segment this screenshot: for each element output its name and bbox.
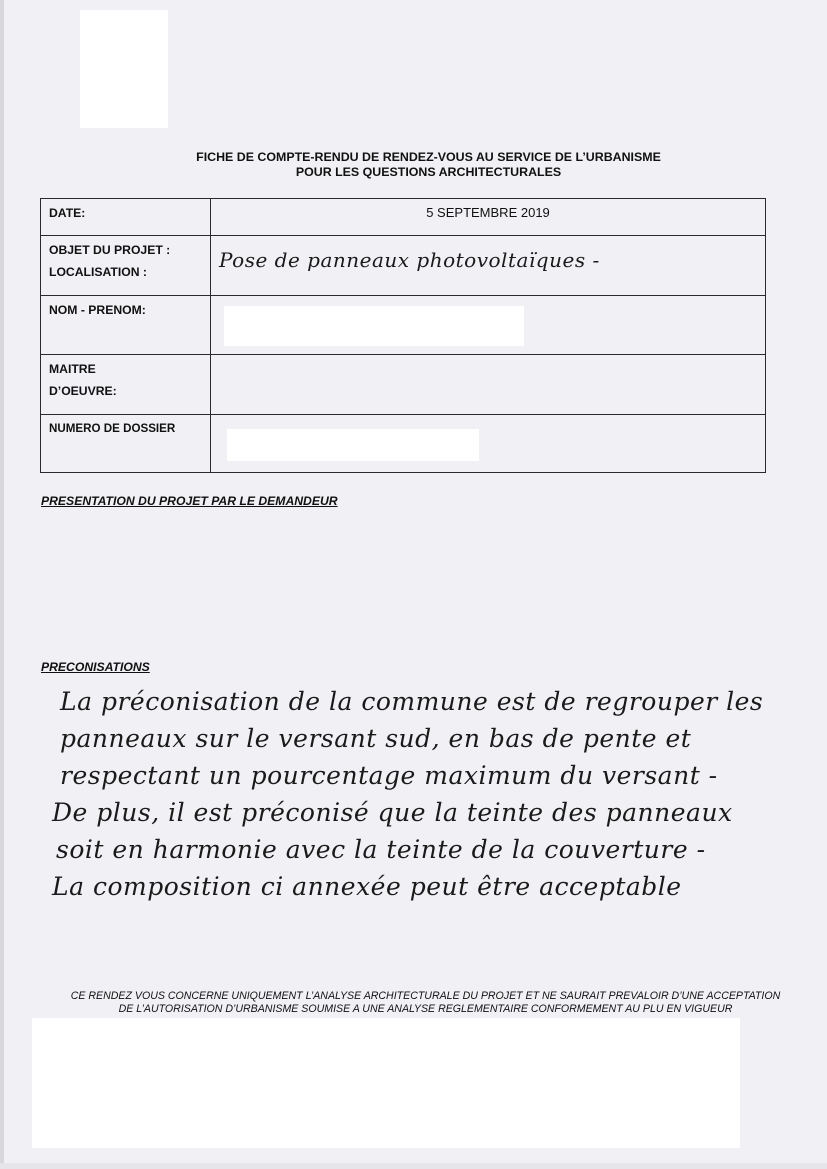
preconisations-handwritten xyxy=(52,683,780,905)
document-title xyxy=(0,150,827,180)
maitre-field xyxy=(211,355,766,415)
row-dossier xyxy=(41,415,766,473)
date-label: DATE: xyxy=(41,199,211,236)
preconisation-line: La composition ci annexée peut être acceptable xyxy=(52,872,682,901)
disclaimer-line-2: DE L’AUTORISATION D’URBANISME SOUMISE A UNE ANALYSE REGLEMENTAIRE CONFORMEMENT AU PLU EN VIGUEUR xyxy=(118,1003,733,1015)
preconisation-line: La préconisation de la commune est de regrouper les xyxy=(60,687,764,716)
redacted-dossier xyxy=(227,429,479,461)
appointment-form-table xyxy=(40,198,766,473)
row-objet xyxy=(41,236,766,296)
redacted-name xyxy=(224,306,524,346)
title-line-1: FICHE DE COMPTE-RENDU DE RENDEZ-VOUS AU SERVICE DE L’URBANISME xyxy=(196,150,661,164)
dossier-label: NUMERO DE DOSSIER xyxy=(41,415,211,473)
row-date xyxy=(41,199,766,236)
objet-label: OBJET DU PROJET : xyxy=(49,243,171,257)
preconisation-line: panneaux sur le versant sud, en bas de pente et xyxy=(60,724,692,753)
date-value: 5 SEPTEMBRE 2019 xyxy=(426,205,550,220)
section-preconisations-heading: PRECONISATIONS xyxy=(41,660,150,674)
date-field xyxy=(211,199,766,236)
preconisation-line: respectant un pourcentage maximum du versant - xyxy=(60,761,718,790)
maitre-label-line-2: D’OEUVRE: xyxy=(49,384,117,398)
disclaimer-line-1: CE RENDEZ VOUS CONCERNE UNIQUEMENT L’ANALYSE ARCHITECTURALE DU PROJET ET NE SAURAIT PREVALOIR D’UNE ACCEPTATION xyxy=(70,990,781,1002)
page-bottom-edge xyxy=(0,1163,827,1169)
dossier-field xyxy=(211,415,766,473)
objet-value-handwritten: Pose de panneaux photovoltaïques - xyxy=(219,248,600,272)
row-nom xyxy=(41,296,766,355)
preconisation-line: soit en harmonie avec la teinte de la couverture - xyxy=(56,835,706,864)
title-line-2: POUR LES QUESTIONS ARCHITECTURALES xyxy=(295,165,562,179)
preconisation-line: De plus, il est préconisé que la teinte des panneaux xyxy=(52,798,733,827)
section-presentation-heading: PRESENTATION DU PROJET PAR LE DEMANDEUR xyxy=(41,494,338,508)
objet-field xyxy=(211,236,766,296)
row-maitre xyxy=(41,355,766,415)
localisation-label: LOCALISATION : xyxy=(49,265,147,279)
maitre-label-line-1: MAITRE xyxy=(49,362,96,376)
nom-field xyxy=(211,296,766,355)
redacted-logo xyxy=(80,10,168,128)
redacted-signature-block xyxy=(32,1018,740,1148)
presentation-text xyxy=(41,520,767,640)
objet-label-cell xyxy=(41,236,211,296)
nom-label: NOM - PRENOM: xyxy=(41,296,211,355)
maitre-label-cell xyxy=(41,355,211,415)
disclaimer xyxy=(12,990,827,1016)
